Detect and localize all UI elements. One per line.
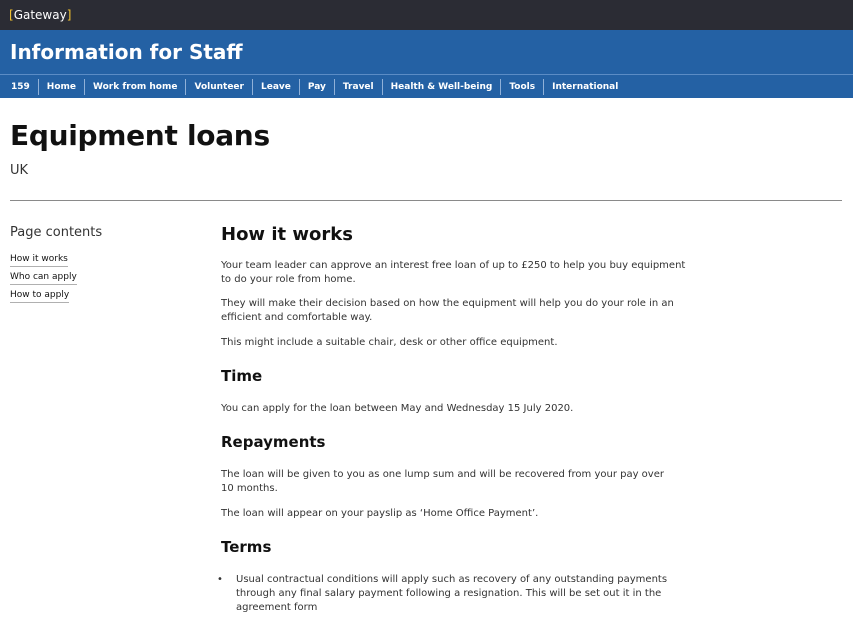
gateway-bracket-open: [: [9, 8, 14, 22]
nav-item-pay[interactable]: Pay: [300, 79, 335, 95]
toc-link-how-to-apply[interactable]: How to apply: [10, 290, 69, 303]
nav-item-tools[interactable]: Tools: [501, 79, 544, 95]
nav-item-leave[interactable]: Leave: [253, 79, 300, 95]
how-paragraph-1: Your team leader can approve an interest free loan of up to £250 to help you buy equipment to do your role from home.: [221, 260, 686, 285]
terms-item-text: Usual contractual conditions will apply such as recovery of any outstanding payments through any final salary payment following a resignation. This will be set out it in the agreement form: [236, 574, 668, 613]
site-title[interactable]: Information for Staff: [10, 40, 243, 64]
terms-list: [217, 573, 671, 615]
heading-terms: Terms: [221, 538, 272, 556]
nav-item-health-well-being[interactable]: Health & Well-being: [383, 79, 502, 95]
divider: [10, 200, 842, 201]
main-nav: [0, 74, 853, 98]
page-subtitle: UK: [10, 163, 29, 178]
heading-time: Time: [221, 367, 263, 385]
gateway-bracket-close: ]: [66, 8, 72, 22]
repayments-paragraph-2: The loan will appear on your payslip as ‘Home Office Payment’.: [221, 508, 539, 519]
page-contents: [10, 225, 190, 300]
gateway-link[interactable]: Gateway: [13, 8, 67, 22]
nav-item-home[interactable]: Home: [39, 79, 85, 95]
top-bar: [0, 0, 853, 30]
bullet-icon: •: [217, 574, 223, 585]
nav-item-159[interactable]: 159: [3, 79, 39, 95]
site-header: [0, 30, 853, 74]
heading-how-it-works: How it works: [221, 224, 353, 245]
nav-item-international[interactable]: International: [552, 81, 619, 92]
page-title: Equipment loans: [10, 119, 270, 152]
time-paragraph-1: You can apply for the loan between May and Wednesday 15 July 2020.: [221, 403, 574, 414]
how-paragraph-2: They will make their decision based on how the equipment will help you do your role in an efficient and comfortable way.: [221, 298, 674, 323]
nav-item-travel[interactable]: Travel: [335, 79, 383, 95]
how-paragraph-3: This might include a suitable chair, desk or other office equipment.: [221, 337, 558, 348]
nav-item-work-from-home[interactable]: Work from home: [85, 79, 186, 95]
toc-link-how-it-works[interactable]: How it works: [10, 254, 68, 267]
heading-repayments: Repayments: [221, 433, 326, 451]
repayments-paragraph-1: The loan will be given to you as one lump sum and will be recovered from your pay over 10 months.: [221, 469, 664, 494]
nav-item-volunteer[interactable]: Volunteer: [186, 79, 253, 95]
list-item: [217, 573, 671, 615]
toc-link-who-can-apply[interactable]: Who can apply: [10, 272, 77, 285]
page-contents-title: Page contents: [10, 225, 103, 240]
